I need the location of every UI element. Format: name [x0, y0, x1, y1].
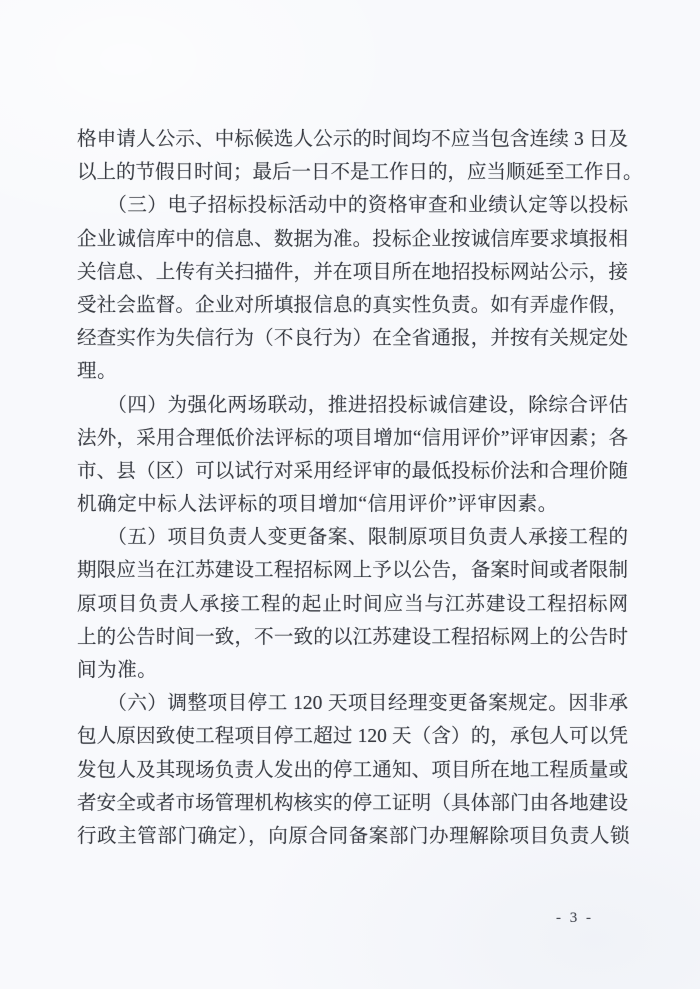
text-line: 期限应当在江苏建设工程招标网上予以公告，备案时间或者限制	[77, 560, 628, 582]
text-line: 以上的节假日时间；最后一日不是工作日的，应当顺延至工作日。	[77, 162, 643, 184]
text-line: 机确定中标人法评标的项目增加“信用评价”评审因素。	[77, 494, 558, 516]
text-line: 市、县（区）可以试行对采用经评审的最低投标价法和合理价随	[77, 460, 628, 482]
text-line: 法外，采用合理低价法评标的项目增加“信用评价”评审因素；各	[77, 427, 628, 449]
text-line: 关信息、上传有关扫描件，并在项目所在地招投标网站公示，接	[77, 261, 628, 283]
text-line: 间为准。	[77, 660, 158, 681]
text-line: 理。	[77, 361, 118, 383]
text-line: （三）电子招标投标活动中的资格审查和业绩认定等以投标	[77, 195, 628, 217]
text-line: （六）调整项目停工 120 天项目经理变更备案规定。因非承	[77, 693, 628, 715]
text-line: 发包人及其现场负责人发出的停工通知、项目所在地工程质量或	[77, 759, 628, 781]
text-line: 上的公告时间一致，不一致的以江苏建设工程招标网上的公告时	[77, 626, 628, 648]
text-line: 行政主管部门确定），向原合同备案部门办理解除项目负责人锁	[77, 825, 631, 847]
document-body	[77, 123, 643, 853]
text-line: 企业诚信库中的信息、数据为准。投标企业按诚信库要求填报相	[77, 228, 628, 250]
text-line: 受社会监督。企业对所填报信息的真实性负责。如有弄虚作假，	[77, 294, 628, 316]
text-line: 包人原因致使工程项目停工超过 120 天（含）的，承包人可以凭	[77, 726, 628, 748]
text-line: 格申请人公示、中标候选人公示的时间均不应当包含连续 3 日及	[77, 129, 628, 150]
text-line: 者安全或者市场管理机构核实的停工证明（具体部门由各地建设	[77, 792, 628, 814]
text-line: 经查实作为失信行为（不良行为）在全省通报，并按有关规定处	[77, 328, 628, 350]
text-line: 原项目负责人承接工程的起止时间应当与江苏建设工程招标网	[77, 593, 628, 615]
text-line: （五）项目负责人变更备案、限制原项目负责人承接工程的	[77, 527, 628, 549]
text-line: （四）为强化两场联动，推进招投标诚信建设，除综合评估	[77, 394, 628, 416]
page-number: - 3 -	[556, 910, 594, 926]
